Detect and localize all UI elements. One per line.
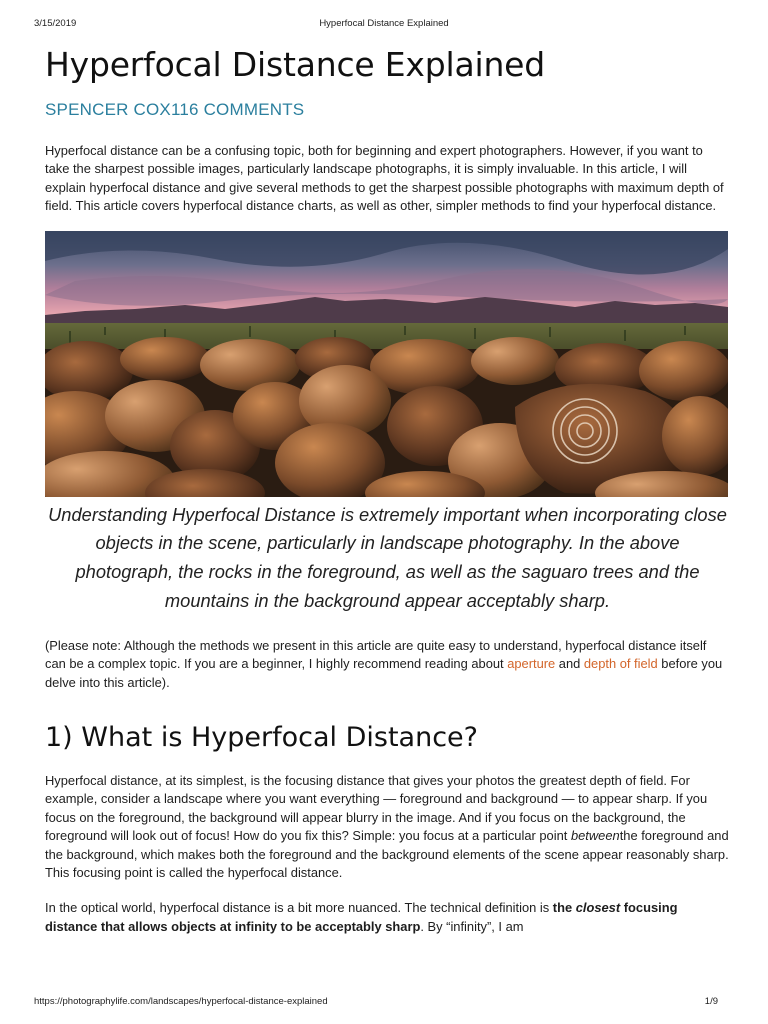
comments-link[interactable]: 116 COMMENTS — [170, 100, 305, 119]
paragraph-text: In the optical world, hyperfocal distance is a bit more nuanced. The technical definition is — [45, 900, 553, 916]
section-paragraph — [45, 899, 730, 936]
definition-part: the — [552, 900, 576, 916]
print-footer — [34, 996, 734, 1008]
note-text: and — [555, 656, 584, 672]
beginner-note — [45, 637, 730, 692]
byline — [45, 97, 730, 123]
emphasis-text: between — [570, 828, 620, 844]
paragraph-text: the foreground and the background, which makes both the foreground and the background elements of the scene appear reasonably sharp. This focusing point is called the hyperfocal distance. — [45, 828, 729, 881]
note-text: before you delve into this article). — [45, 656, 723, 690]
aperture-link[interactable]: aperture — [507, 656, 556, 672]
print-date: 3/15/2019 — [34, 18, 77, 29]
print-url: https://photographylife.com/landscapes/hyperfocal-distance-explained — [34, 996, 328, 1007]
note-text: (Please note: Although the methods we present in this article are quite easy to understand, hyperfocal distance itself can be a complex topic. If you are a beginner, I highly recommend reading about — [45, 637, 707, 672]
hero-image — [45, 231, 728, 497]
article-title: Hyperfocal Distance Explained — [45, 45, 546, 84]
section-heading: 1) What is Hyperfocal Distance? — [45, 722, 478, 754]
intro-paragraph: Hyperfocal distance can be a confusing topic, both for beginning and expert photographers. However, if you want to take the sharpest possible images, particularly landscape photographs, it is simply invaluable. In this article, I will explain hyperfocal distance and give several methods to get the sharpest possible photographs with maximum depth of field. This article covers hyperfocal distance charts, as well as other, simpler methods to find your hyperfocal distance. — [45, 143, 724, 214]
image-caption: Understanding Hyperfocal Distance is extremely important when incorporating close objects in the scene, particularly in landscape photography. In the above photograph, the rocks in the foreground, as well as the saguaro trees and the mountains in the background appear acceptably sharp. — [48, 503, 727, 612]
print-page-title: Hyperfocal Distance Explained — [319, 18, 449, 29]
article — [45, 42, 730, 936]
page-number: 1/9 — [704, 996, 718, 1007]
author-link[interactable]: SPENCER COX — [45, 100, 171, 119]
depth-of-field-link[interactable]: depth of field — [583, 656, 658, 672]
definition-emphasis: closest — [575, 900, 621, 916]
section-paragraph — [45, 772, 730, 882]
paragraph-text: . By “infinity”, I am — [420, 918, 524, 934]
definition-part: focusing distance that allows objects at infinity to be acceptably sharp — [45, 900, 678, 934]
print-header — [34, 18, 734, 30]
paragraph-text: Hyperfocal distance, at its simplest, is the focusing distance that gives your photos the greatest depth of field. For example, consider a landscape where you want everything — foreground and background — to appear sharp. If you focus on the foreground, the background will appear blurry in the image. And if you focus on the background, the foreground will look out of focus! How do you fix this? Simple: you focus at a particular point — [45, 773, 708, 844]
